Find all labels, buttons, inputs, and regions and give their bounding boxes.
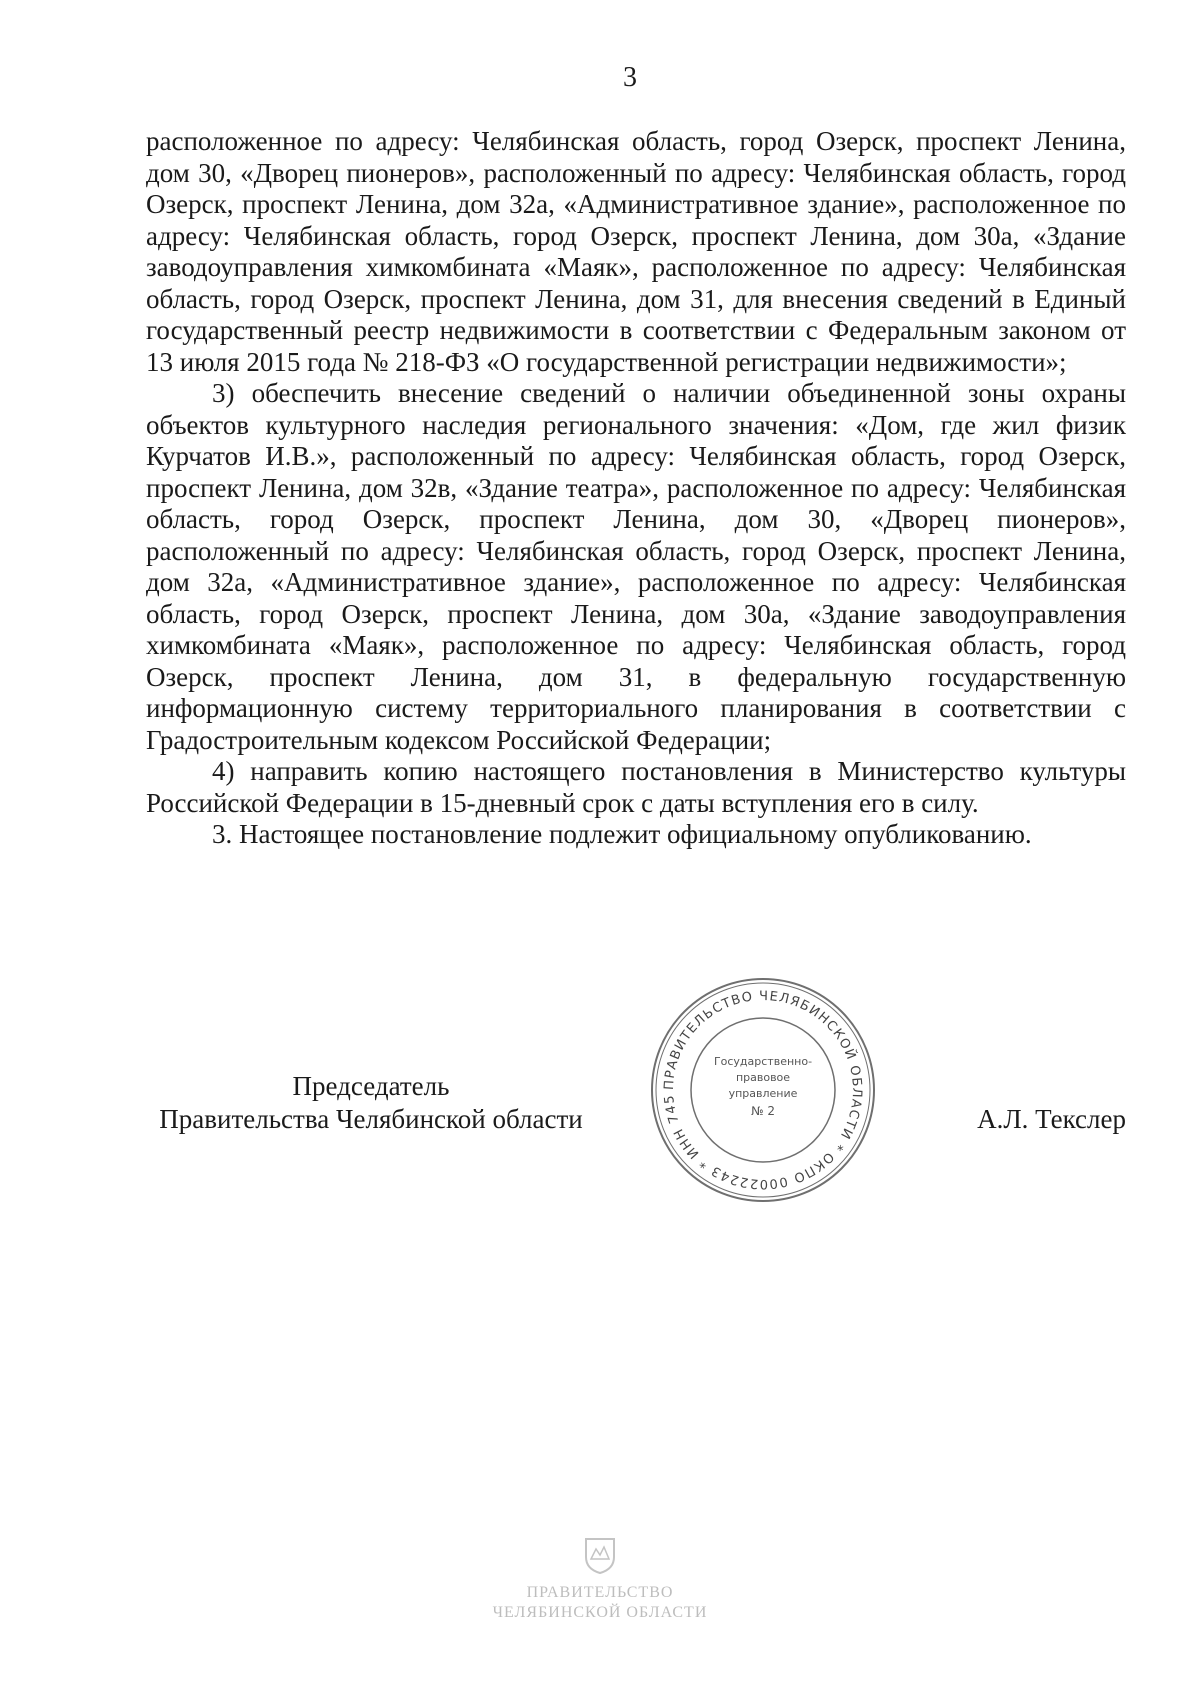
coat-of-arms-icon: [582, 1535, 618, 1575]
page-number: 3: [623, 62, 637, 93]
signatory-title-line2: Правительства Челябинской области: [159, 1104, 583, 1134]
paragraph-item-4: 4) направить копию настоящего постановления в Министерство культуры Российской Федерации в 15-дневный срок с даты вступления его в силу.: [146, 756, 1126, 818]
paragraph-clause-3: 3. Настоящее постановление подлежит официальному опубликованию.: [212, 819, 1032, 849]
seal-center-line3: управление: [728, 1087, 798, 1100]
paragraph-item-3: 3) обеспечить внесение сведений о наличии объединенной зоны охраны объектов культурного наследия регионального значения: «Дом, где жил физик Курчатов И.В.», расположенный по адресу: Челябинская область, город Озерск, проспект Ленина, дом 32в, «Здание театра», расположенное по адресу: Челябинская область, город Озерск, проспект Ленина, дом 30, «Дворец пионеров», расположенный по адресу: Челябинская область, город Озерск, проспект Ленина, дом 32а, «Административное здание», расположенное по адресу: Челябинская область, город Озерск, проспект Ленина, дом 30а, «Здание заводоуправления химкомбината «Маяк», расположенное по адресу: Челябинская область, город Озерск, проспект Ленина, дом 31, в федеральную государственную информационную систему территориального планирования в соответствии с Градостроительным кодексом Российской Федерации;: [146, 378, 1126, 755]
footer-line2: ЧЕЛЯБИНСКОЙ ОБЛАСТИ: [492, 1604, 708, 1621]
footer-organization: [0, 1583, 1200, 1623]
paragraph-continuation: расположенное по адресу: Челябинская область, город Озерск, проспект Ленина, дом 30, «Дворец пионеров», расположенный по адресу: Челябинская область, город Озерск, проспект Ленина, дом 32а, «Административное здание», расположенное по адресу: Челябинская область, город Озерск, проспект Ленина, дом 30а, «Здание заводоуправления химкомбината «Маяк», расположенное по адресу: Челябинская область, город Озерск, проспект Ленина, дом 31, для внесения сведений в Единый государственный реестр недвижимости в соответствии с Федеральным законом от 13 июля 2015 года № 218-ФЗ «О государственной регистрации недвижимости»;: [146, 126, 1126, 377]
seal-ring-text: ПРАВИТЕЛЬСТВО ЧЕЛЯБИНСКОЙ ОБЛАСТИ * ОКПО 00022243 * ИНН 745: [661, 988, 865, 1192]
official-seal: [648, 975, 878, 1205]
signatory-title-line1: Председатель: [292, 1071, 450, 1101]
seal-center-line4: № 2: [751, 1104, 775, 1118]
signatory-name: А.Л. Текслер: [977, 1104, 1126, 1134]
seal-center-line2: правовое: [735, 1071, 791, 1084]
seal-center-line1: Государственно-: [713, 1055, 813, 1068]
document-body: [146, 126, 1126, 851]
footer-line1: ПРАВИТЕЛЬСТВО: [526, 1584, 674, 1601]
signatory-title: [146, 1070, 596, 1136]
